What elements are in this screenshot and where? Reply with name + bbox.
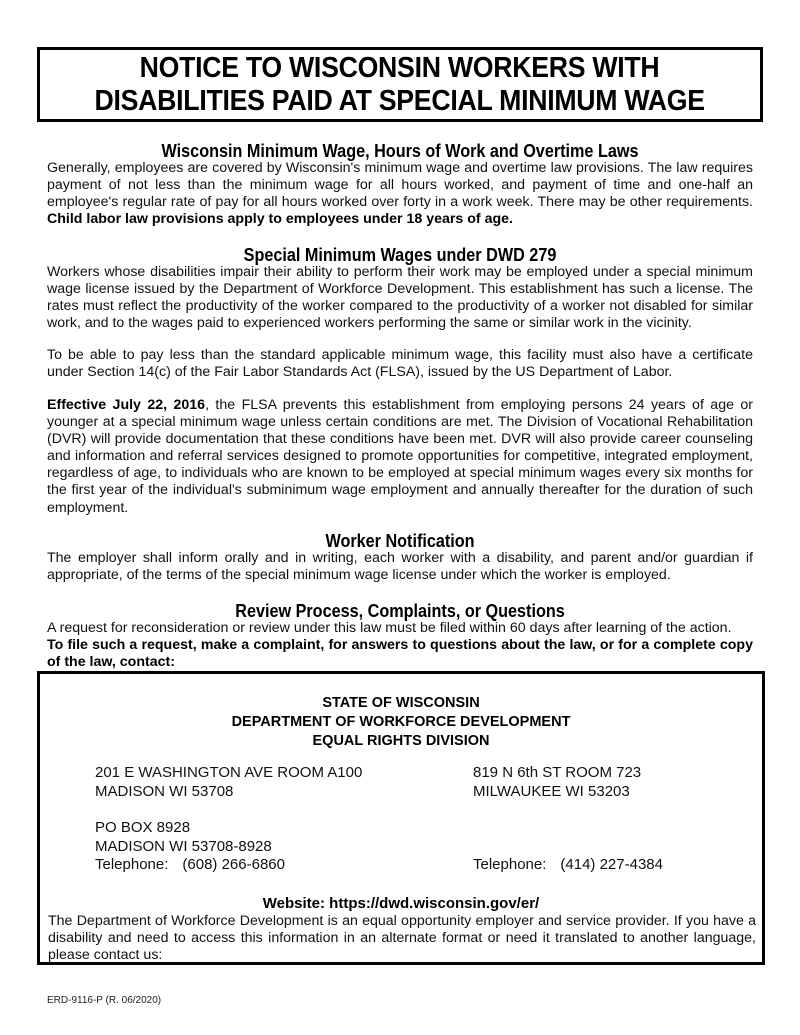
special-minimum-para-2: To be able to pay less than the standard applicable minimum wage, this facility must also have a certificate under Section 14(c) of the Fair Labor Standards Act (FLSA), issued by the US Department of Labor. [47,347,753,381]
title-line-2: DISABILITIES PAID AT SPECIAL MINIMUM WAGE [94,84,706,117]
agency-division: EQUAL RIGHTS DIVISION [312,733,490,749]
section-heading-worker-notification: Worker Notification [325,531,475,551]
milwaukee-tel-number[interactable]: (414) 227-4384 [560,856,663,873]
worker-notification-body: The employer shall inform orally and in writing, each worker with a disability, and parent and/or guardian if appropriate, of the terms of the special minimum wage license under which the worker is employed. [47,550,753,584]
milwaukee-street: 819 N 6th ST ROOM 723 [473,764,642,781]
milwaukee-city: MILWAUKEE WI 53203 [473,783,630,800]
section-heading-special-minimum: Special Minimum Wages under DWD 279 [243,245,557,265]
flsa-text: , the FLSA prevents this establishment from employing persons 24 years of age or younger at a special minimum wage unless certain conditions are met. The Division of Vocational Rehabilitation (DVR) will provide documentation that these conditions have been met. DVR will also provide career counseling and information and referral services designed to promote opportunities for competitive, integrated employment, regardless of age, to individuals who are known to be employed at special minimum wages every six months for the first year of the individual's subminimum wage employment and annually thereafter for the duration of such employment. [47,397,754,516]
title-box [37,47,763,122]
madison-tel-label: Telephone: [95,856,169,873]
special-minimum-para-1: Workers whose disabilities impair their ability to perform their work may be employed under a special minimum wage license issued by the Department of Workforce Development. This establishment has such a license. The rates must reflect the productivity of the worker compared to the productivity of a worker not disabled for similar work, and to the wages paid to experienced workers performing the same or similar work in the vicinity. [47,264,753,332]
section-heading-minimum-wage: Wisconsin Minimum Wage, Hours of Work and Overtime Laws [161,141,639,161]
special-minimum-para-3 [47,397,753,517]
milwaukee-tel-label: Telephone: [473,856,547,873]
madison-street: 201 E WASHINGTON AVE ROOM A100 [95,764,363,781]
review-deadline-text: A request for reconsideration or review under this law must be filed within 60 days after learning of the action. [47,620,732,636]
eeo-statement: The Department of Workforce Development is an equal opportunity employer and service provider. If you have a disability and need to access this information in an alternate format or need it translated to another language, please contact us: [48,913,756,963]
agency-department: DEPARTMENT OF WORKFORCE DEVELOPMENT [231,714,571,730]
contact-box [37,671,765,965]
child-labor-note: Child labor law provisions apply to employees under 18 years of age. [47,211,513,228]
effective-date: Effective July 22, 2016 [47,397,206,413]
madison-po-box: PO BOX 8928 [95,819,191,836]
contact-instruction: To file such a request, make a complaint, for answers to questions about the law, or for a complete copy of the law, contact: [47,637,753,671]
website-link[interactable]: Website: https://dwd.wisconsin.gov/er/ [262,895,540,912]
review-process-body [47,620,753,671]
agency-state: STATE OF WISCONSIN [322,695,480,711]
title-line-1: NOTICE TO WISCONSIN WORKERS WITH [140,51,660,84]
madison-city: MADISON WI 53708 [95,783,234,800]
madison-telephone [95,855,285,874]
minimum-wage-text: Generally, employees are covered by Wisconsin's minimum wage and overtime law provisions. The law requires payment of not less than the minimum wage for all hours worked, and payment of time and one-half an employee's regular rate of pay for all hours worked over forty in a work week. There may be other requirements. [47,160,753,211]
milwaukee-telephone [473,855,663,874]
madison-tel-number[interactable]: (608) 266-6860 [182,856,285,873]
section-body-minimum-wage [47,160,753,228]
section-heading-review-process: Review Process, Complaints, or Questions [235,601,565,621]
madison-po-city: MADISON WI 53708-8928 [95,838,272,855]
form-id: ERD-9116-P (R. 06/2020) [47,995,162,1006]
